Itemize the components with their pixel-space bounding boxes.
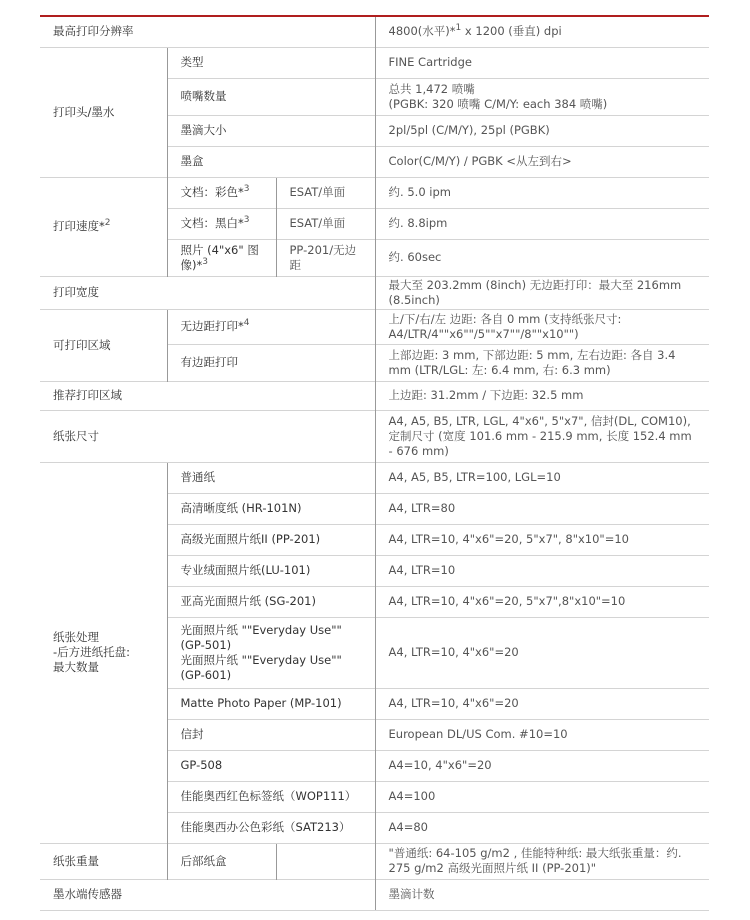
doc-black-label: 文档：黑白*$^3$ xyxy=(167,208,276,239)
footnote-marker: 3 xyxy=(243,215,250,226)
empty-cell xyxy=(276,843,375,879)
row-speed-doc-color xyxy=(40,177,709,208)
cartridge-value: Color(C/M/Y) / PGBK <从左到右> xyxy=(375,146,709,177)
media-capacity: A4=80 xyxy=(375,812,709,843)
doc-color-label: 文档：彩色*$^3$ xyxy=(167,177,276,208)
media-capacity: A4, LTR=10 xyxy=(375,555,709,586)
nozzles-label: 喷嘴数量 xyxy=(167,78,375,115)
speed-label: 打印速度*$^2$ xyxy=(40,177,167,276)
photo-mode: PP-201/无边距 xyxy=(276,239,375,276)
rear-tray-label: 后部纸盒 xyxy=(167,843,276,879)
footnote-marker: 1 xyxy=(455,23,462,34)
media-label: 亚高光面照片纸 (SG-201) xyxy=(167,586,375,617)
footnote-marker: 2 xyxy=(104,218,111,229)
photo-value: 约. 60sec xyxy=(375,239,709,276)
recommended-area-value: 上边距: 31.2mm / 下边距: 32.5 mm xyxy=(375,381,709,410)
media-label: Matte Photo Paper (MP-101) xyxy=(167,688,375,719)
media-label: 普通纸 xyxy=(167,462,375,493)
row-ink-sensor xyxy=(40,879,709,910)
row-printhead-type xyxy=(40,47,709,78)
printhead-type-label: 类型 xyxy=(167,47,375,78)
media-label: 信封 xyxy=(167,719,375,750)
print-width-value: 最大至 203.2mm (8inch) 无边距打印：最大至 216mm (8.5inch) xyxy=(375,276,709,309)
media-capacity: European DL/US Com. #10=10 xyxy=(375,719,709,750)
media-capacity: A4, LTR=80 xyxy=(375,493,709,524)
printhead-type-value: FINE Cartridge xyxy=(375,47,709,78)
media-capacity: A4, LTR=10, 4"x6"=20 xyxy=(375,688,709,719)
printable-area-label: 可打印区域 xyxy=(40,309,167,381)
media-capacity: A4, LTR=10, 4"x6"=20, 5"x7", 8"x10"=10 xyxy=(375,524,709,555)
row-recommended-area xyxy=(40,381,709,410)
media-capacity: A4=100 xyxy=(375,781,709,812)
paper-weight-label: 纸张重量 xyxy=(40,843,167,879)
recommended-area-label: 推荐打印区域 xyxy=(40,381,375,410)
resolution-label: 最高打印分辨率 xyxy=(40,16,375,47)
doc-color-value: 约. 5.0 ipm xyxy=(375,177,709,208)
photo-label: 照片 (4"x6" 图像)*$^3$ xyxy=(167,239,276,276)
print-width-label: 打印宽度 xyxy=(40,276,375,309)
droplet-value: 2pl/5pl (C/M/Y), 25pl (PGBK) xyxy=(375,115,709,146)
nozzles-value: 总共 1,472 喷嘴 (PGBK: 320 喷嘴 C/M/Y: each 384 喷嘴) xyxy=(375,78,709,115)
bordered-value: 上部边距: 3 mm, 下部边距: 5 mm, 左右边距: 各自 3.4 mm (LTR/LGL: 左: 6.4 mm, 右: 6.3 mm) xyxy=(375,344,709,381)
ink-sensor-value: 墨滴计数 xyxy=(375,879,709,910)
media-label: 高清晰度纸 (HR-101N) xyxy=(167,493,375,524)
media-capacity: A4, A5, B5, LTR=100, LGL=10 xyxy=(375,462,709,493)
paper-size-label: 纸张尺寸 xyxy=(40,410,375,462)
row-print-width xyxy=(40,276,709,309)
row-paper-size xyxy=(40,410,709,462)
paper-weight-value: "普通纸: 64-105 g/m2 , 佳能特种纸: 最大纸张重量：约. 275 g/m2 高级光面照片纸 II (PP-201)" xyxy=(375,843,709,879)
media-label: 佳能奥西办公色彩纸（SAT213） xyxy=(167,812,375,843)
media-label: 光面照片纸 ""Everyday Use"" (GP-501) 光面照片纸 ""Everyday Use"" (GP-601) xyxy=(167,617,375,688)
media-label: 专业绒面照片纸(LU-101) xyxy=(167,555,375,586)
doc-black-mode: ESAT/单面 xyxy=(276,208,375,239)
spec-table xyxy=(40,15,709,911)
row-paper-handling xyxy=(40,462,709,493)
doc-black-value: 约. 8.8ipm xyxy=(375,208,709,239)
paper-size-value: A4, A5, B5, LTR, LGL, 4"x6", 5"x7", 信封(DL, COM10), 定制尺寸 (宽度 101.6 mm - 215.9 mm, 长度 152.4 mm - 676 mm) xyxy=(375,410,709,462)
ink-sensor-label: 墨水端传感器 xyxy=(40,879,375,910)
printhead-label: 打印头/墨水 xyxy=(40,47,167,177)
media-capacity: A4, LTR=10, 4"x6"=20, 5"x7",8"x10"=10 xyxy=(375,586,709,617)
droplet-label: 墨滴大小 xyxy=(167,115,375,146)
doc-color-mode: ESAT/单面 xyxy=(276,177,375,208)
media-capacity: A4, LTR=10, 4"x6"=20 xyxy=(375,617,709,688)
media-label: 佳能奥西红色标签纸（WOP111） xyxy=(167,781,375,812)
bordered-label: 有边距打印 xyxy=(167,344,375,381)
media-label: GP-508 xyxy=(167,750,375,781)
media-capacity: A4=10, 4"x6"=20 xyxy=(375,750,709,781)
resolution-value: 4800(水平)*$^1$ x 1200 (垂直) dpi xyxy=(375,16,709,47)
footnote-marker: 3 xyxy=(243,184,250,195)
row-resolution xyxy=(40,16,709,47)
footnote-marker: 3 xyxy=(202,256,208,267)
footnote-marker: 4 xyxy=(243,318,250,329)
media-label: 高级光面照片纸II (PP-201) xyxy=(167,524,375,555)
paper-handling-label: 纸张处理 -后方进纸托盘: 最大数量 xyxy=(40,462,167,843)
row-paper-weight xyxy=(40,843,709,879)
borderless-label: 无边距打印*$^4$ xyxy=(167,309,375,344)
row-area-borderless xyxy=(40,309,709,344)
borderless-value: 上/下/右/左 边距: 各自 0 mm (支持纸张尺寸: A4/LTR/4""x6""/5""x7""/8""x10"") xyxy=(375,309,709,344)
cartridge-label: 墨盒 xyxy=(167,146,375,177)
